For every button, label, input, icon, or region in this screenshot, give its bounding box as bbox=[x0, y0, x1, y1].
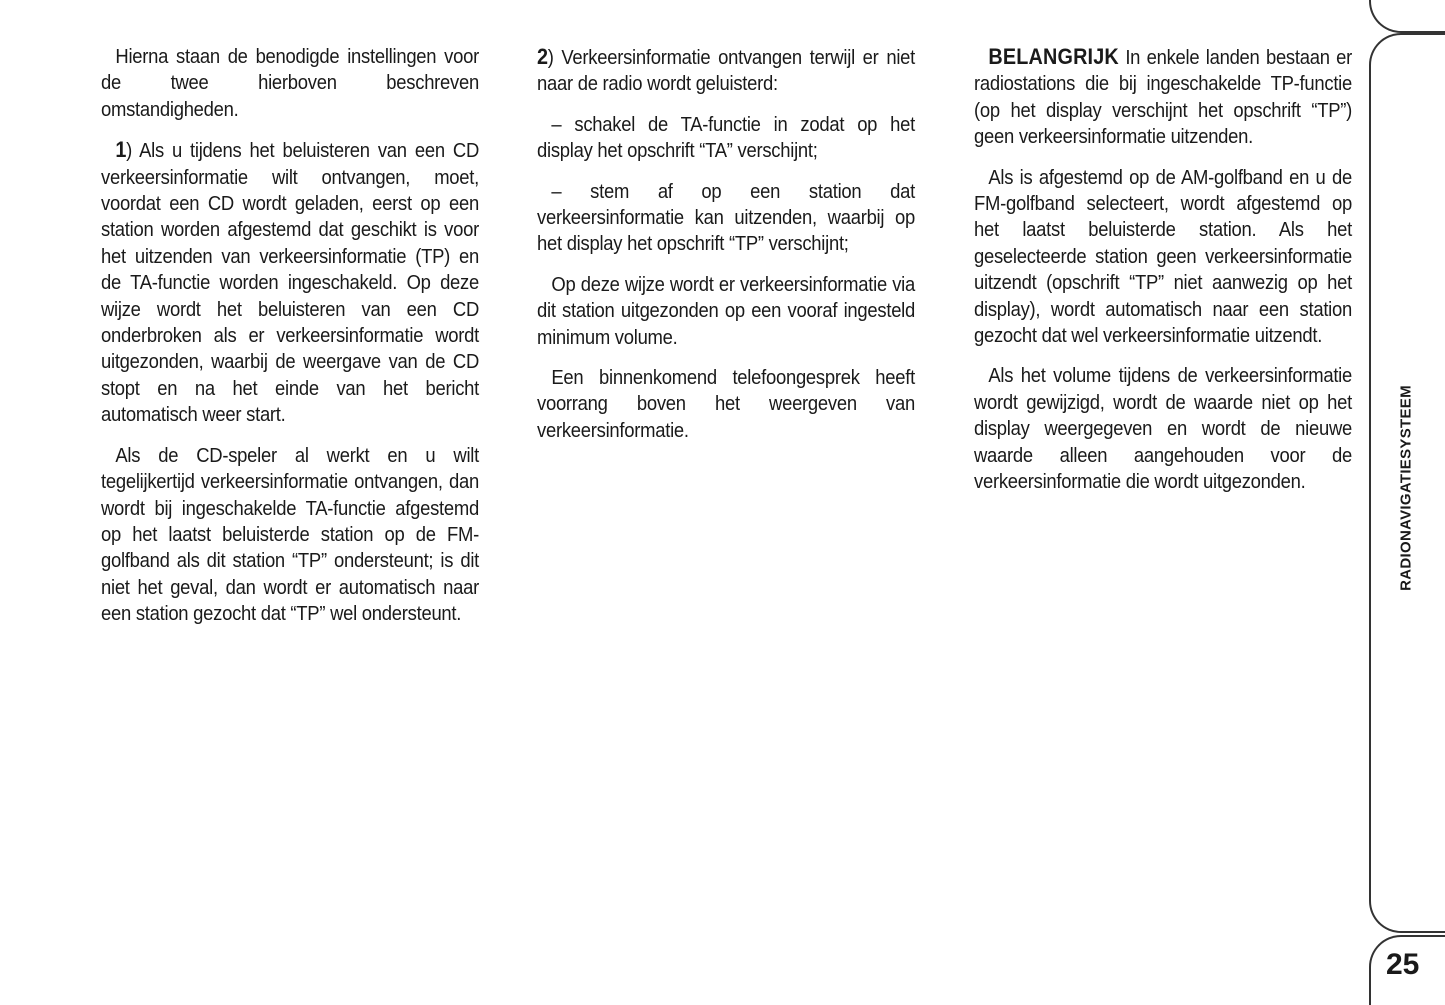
paragraph-case-1 bbox=[101, 137, 479, 428]
tab-border-top bbox=[1369, 0, 1445, 33]
step-number: 2 bbox=[537, 44, 548, 69]
paragraph-phone: Een binnenkomend telefoongesprek heeft voorrang boven het weergeven van verkeersinformatie. bbox=[537, 366, 915, 442]
paragraph-important bbox=[974, 44, 1352, 151]
paragraph-text: In enkele landen bestaan er radiostations die bij ingeschakelde TP-functie (op het display verschijnt het opschrift “TP”) geen verkeersinformatie uitzenden. bbox=[974, 46, 1352, 149]
page-number: 25 bbox=[1386, 948, 1420, 981]
paragraph-volume-change: Als het volume tijdens de verkeersinformatie wordt gewijzigd, wordt de waarde niet op het display weergegeven en wordt de nieuwe waarde alleen aangehouden voor de verkeersinformatie die wordt uitgezonden. bbox=[974, 364, 1352, 494]
important-keyword: BELANGRIJK bbox=[988, 44, 1119, 69]
step-number: 1 bbox=[115, 137, 127, 163]
list-item-ta: – schakel de TA-functie in zodat op het display het opschrift “TA” verschijnt; bbox=[537, 112, 915, 163]
paragraph-cd-player: Als de CD-speler al werkt en u wilt tegelijkertijd verkeersinformatie ontvangen, dan wordt bij ingeschakelde TA-functie afgestemd op het laatst beluisterde station op de FM-golfband als dit station “TP” ondersteunt; is dit niet het geval, dan wordt er automatisch naar een station gezocht dat “TP” wel ondersteunt. bbox=[101, 443, 480, 626]
text-column-1 bbox=[101, 44, 479, 642]
paragraph-intro: Hierna staan de benodigde instellingen voor de twee hierboven beschreven omstandigheden. bbox=[101, 45, 480, 121]
paragraph-am-fm: Als is afgestemd op de AM-golfband en u de FM-golfband selecteert, wordt afgestemd op het laatst beluisterde station. Als het geselecteerde station geen verkeersinformatie uitzendt (opschrift “TP” niet aanwezig op het display), wordt automatisch naar een station gezocht dat wel verkeersinformatie uitzendt. bbox=[974, 165, 1352, 348]
text-column-2 bbox=[537, 44, 915, 458]
section-label: RADIONAVIGATIESYSTEEM bbox=[1397, 385, 1415, 591]
paragraph-case-2 bbox=[537, 44, 915, 98]
list-item-tp: – stem af op een station dat verkeersinformatie kan uitzenden, waarbij op het display het opschrift “TP” verschijnt; bbox=[537, 179, 915, 256]
paragraph-volume: Op deze wijze wordt er verkeersinformatie via dit station uitgezonden op een vooraf ingesteld minimum volume. bbox=[537, 272, 915, 349]
paragraph-text: ) Verkeersinformatie ontvangen terwijl er niet naar de radio wordt geluisterd: bbox=[537, 46, 915, 96]
paragraph-text: ) Als u tijdens het beluisteren van een CD verkeersinformatie wilt ontvangen, moet, voordat een CD wordt geladen, eerst op een station worden afgestemd dat geschikt is voor het uitzenden van verkeersinformatie (TP) en de TA-functie worden ingeschakeld. Op deze wijze wordt het beluisteren van een CD onderbroken als er verkeersinformatie wordt uitgezonden, waarbij de weergave van de CD stopt en na het einde van het bericht automatisch weer start. bbox=[101, 139, 480, 427]
text-column-3 bbox=[974, 44, 1352, 510]
